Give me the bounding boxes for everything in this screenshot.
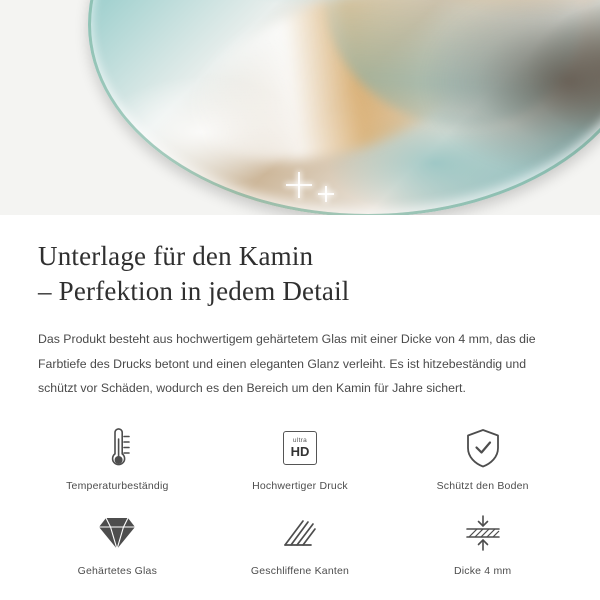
headline-line-1: Unterlage für den Kamin <box>38 241 314 271</box>
thermometer-icon <box>27 425 207 471</box>
hero-image <box>0 0 600 215</box>
text-content <box>0 215 600 401</box>
feature-label: Hochwertiger Druck <box>252 479 348 492</box>
polished-edges-icon <box>210 510 390 556</box>
thickness-arrows-icon <box>393 510 573 556</box>
sparkle-icon <box>286 172 312 198</box>
feature-label: Geschliffene Kanten <box>250 564 350 577</box>
feature-label: Dicke 4 mm <box>453 564 512 577</box>
feature-item-temperature <box>27 425 207 492</box>
sparkle-icon <box>318 186 334 202</box>
ultra-hd-icon <box>210 425 390 471</box>
feature-item-tempered-glass <box>27 510 207 577</box>
page-title <box>38 239 562 309</box>
feature-item-floor-protection <box>393 425 573 492</box>
feature-label: Schützt den Boden <box>436 479 529 492</box>
feature-label: Temperaturbeständig <box>66 479 169 492</box>
feature-item-print-quality <box>210 425 390 492</box>
feature-grid <box>0 425 600 577</box>
diamond-icon <box>27 510 207 556</box>
feature-item-thickness <box>393 510 573 577</box>
description-paragraph: Das Produkt besteht aus hochwertigem gehärtetem Glas mit einer Dicke von 4 mm, das die Farbtiefe des Drucks betont und einen eleganten Glanz verleiht. Es ist hitzebeständig und schützt vor Schäden, wodurch es den Bereich um den Kamin für Jahre sichert. <box>38 332 536 396</box>
feature-label: Gehärtetes Glas <box>77 564 158 577</box>
ultra-hd-badge <box>283 431 317 465</box>
ultra-hd-badge-main: HD <box>290 444 310 460</box>
shield-check-icon <box>393 425 573 471</box>
feature-item-polished-edges <box>210 510 390 577</box>
ultra-hd-badge-top: ultra <box>292 436 308 444</box>
headline-line-2: – Perfektion in jedem Detail <box>38 276 350 307</box>
